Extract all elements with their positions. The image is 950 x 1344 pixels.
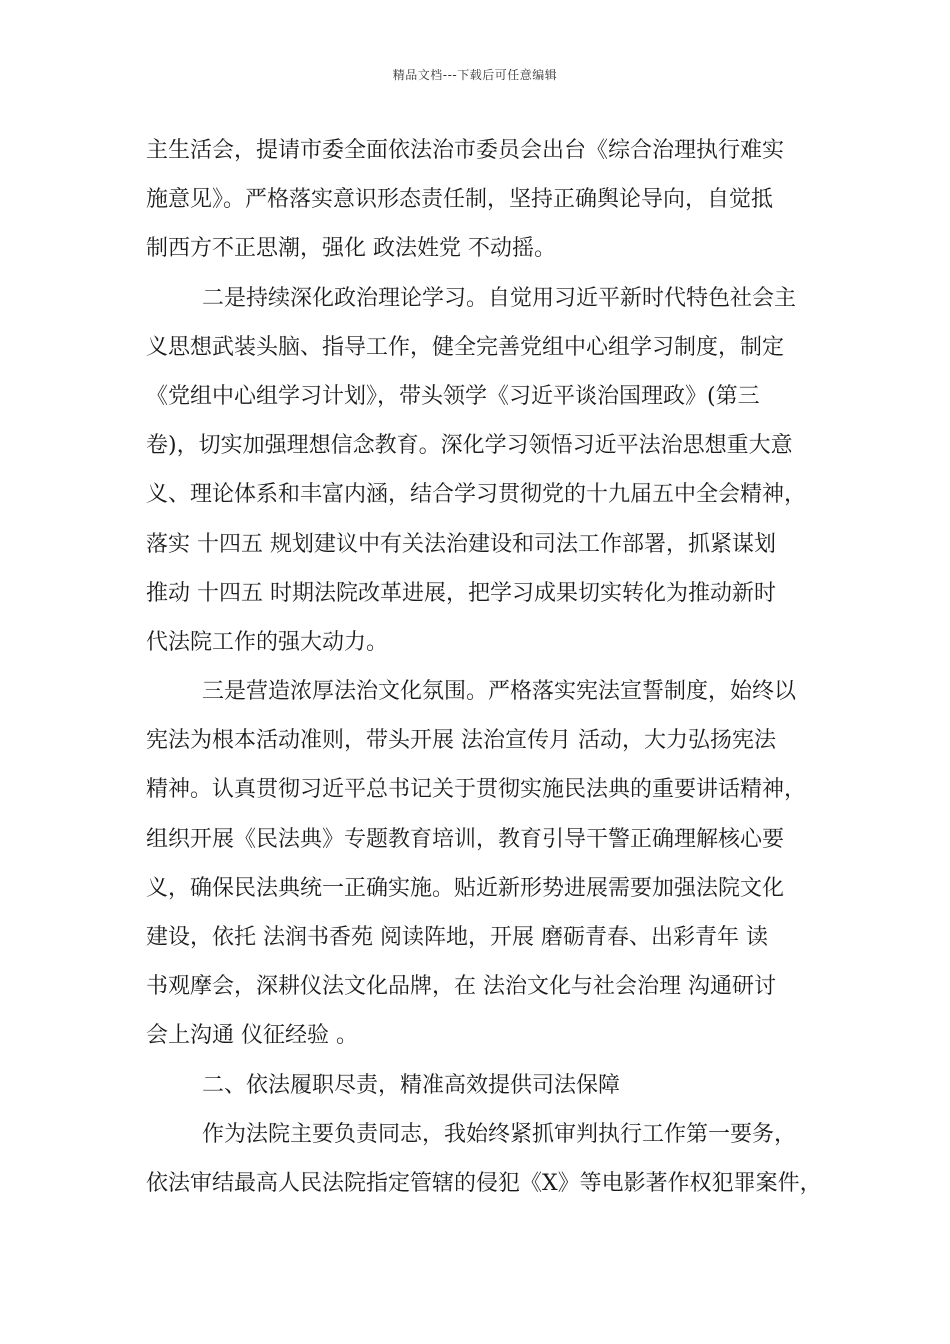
text-line: 代法院工作的强大动力。 xyxy=(146,629,389,655)
text-line: 依法审结最高人民法院指定管辖的侵犯《X》等电影著作权犯罪案件， xyxy=(146,1170,822,1196)
text-line: 制西方不正思潮，强化 政法姓党 不动摇。 xyxy=(146,236,556,262)
text-line: 主生活会，提请市委全面依法治市委员会出台《综合治理执行难实 xyxy=(146,138,785,163)
document-body xyxy=(146,126,826,1208)
text-line: 落实 十四五 规划建议中有关法治建设和司法工作部署，抓紧谋划 xyxy=(146,531,776,557)
text-line: 组织开展《民法典》专题教育培训，教育引导干警正确理解核心要 xyxy=(146,826,785,852)
text-line: 作为法院主要负责同志，我始终紧抓审判执行工作第一要务， xyxy=(202,1121,797,1147)
page-header: 精品文档---下载后可任意编辑 xyxy=(392,68,558,82)
text-line: 义，确保民法典统一正确实施。贴近新形势进展需要加强法院文化 xyxy=(146,875,785,901)
text-line: 宪法为根本活动准则，带头开展 法治宣传月 活动，大力弘扬宪法 xyxy=(146,728,776,754)
text-line: 施意见》。严格落实意识形态责任制，坚持正确舆论导向，自觉抵 xyxy=(146,187,774,213)
text-line: 《党组中心组学习计划》，带头领学《习近平谈治国理政》(第三 xyxy=(146,383,760,409)
text-line: 推动 十四五 时期法院改革进展，把学习成果切实转化为推动新时 xyxy=(146,580,776,606)
text-line: 建设，依托 法润书香苑 阅读阵地，开展 磨砺青春、出彩青年 读 xyxy=(146,925,768,950)
text-line: 二、依法履职尽责，精准高效提供司法保障 xyxy=(202,1072,621,1098)
text-line: 义、理论体系和丰富内涵，结合学习贯彻党的十九届五中全会精神， xyxy=(146,482,807,508)
text-line: 义思想武装头脑、指导工作，健全完善党组中心组学习制度，制定 xyxy=(146,334,785,360)
text-line: 会上沟通 仪征经验 。 xyxy=(146,1023,358,1049)
text-line: 精神。认真贯彻习近平总书记关于贯彻实施民法典的重要讲话精神， xyxy=(146,777,807,803)
text-line: 书观摩会，深耕仪法文化品牌，在 法治文化与社会治理 沟通研讨 xyxy=(146,974,776,1000)
text-line: 三是营造浓厚法治文化氛围。严格落实宪法宣誓制度，始终以 xyxy=(202,679,797,705)
text-line: 二是持续深化政治理论学习。自觉用习近平新时代特色社会主 xyxy=(202,285,797,311)
text-line: 卷)，切实加强理想信念教育。深化学习领悟习近平法治思想重大意 xyxy=(146,433,793,459)
